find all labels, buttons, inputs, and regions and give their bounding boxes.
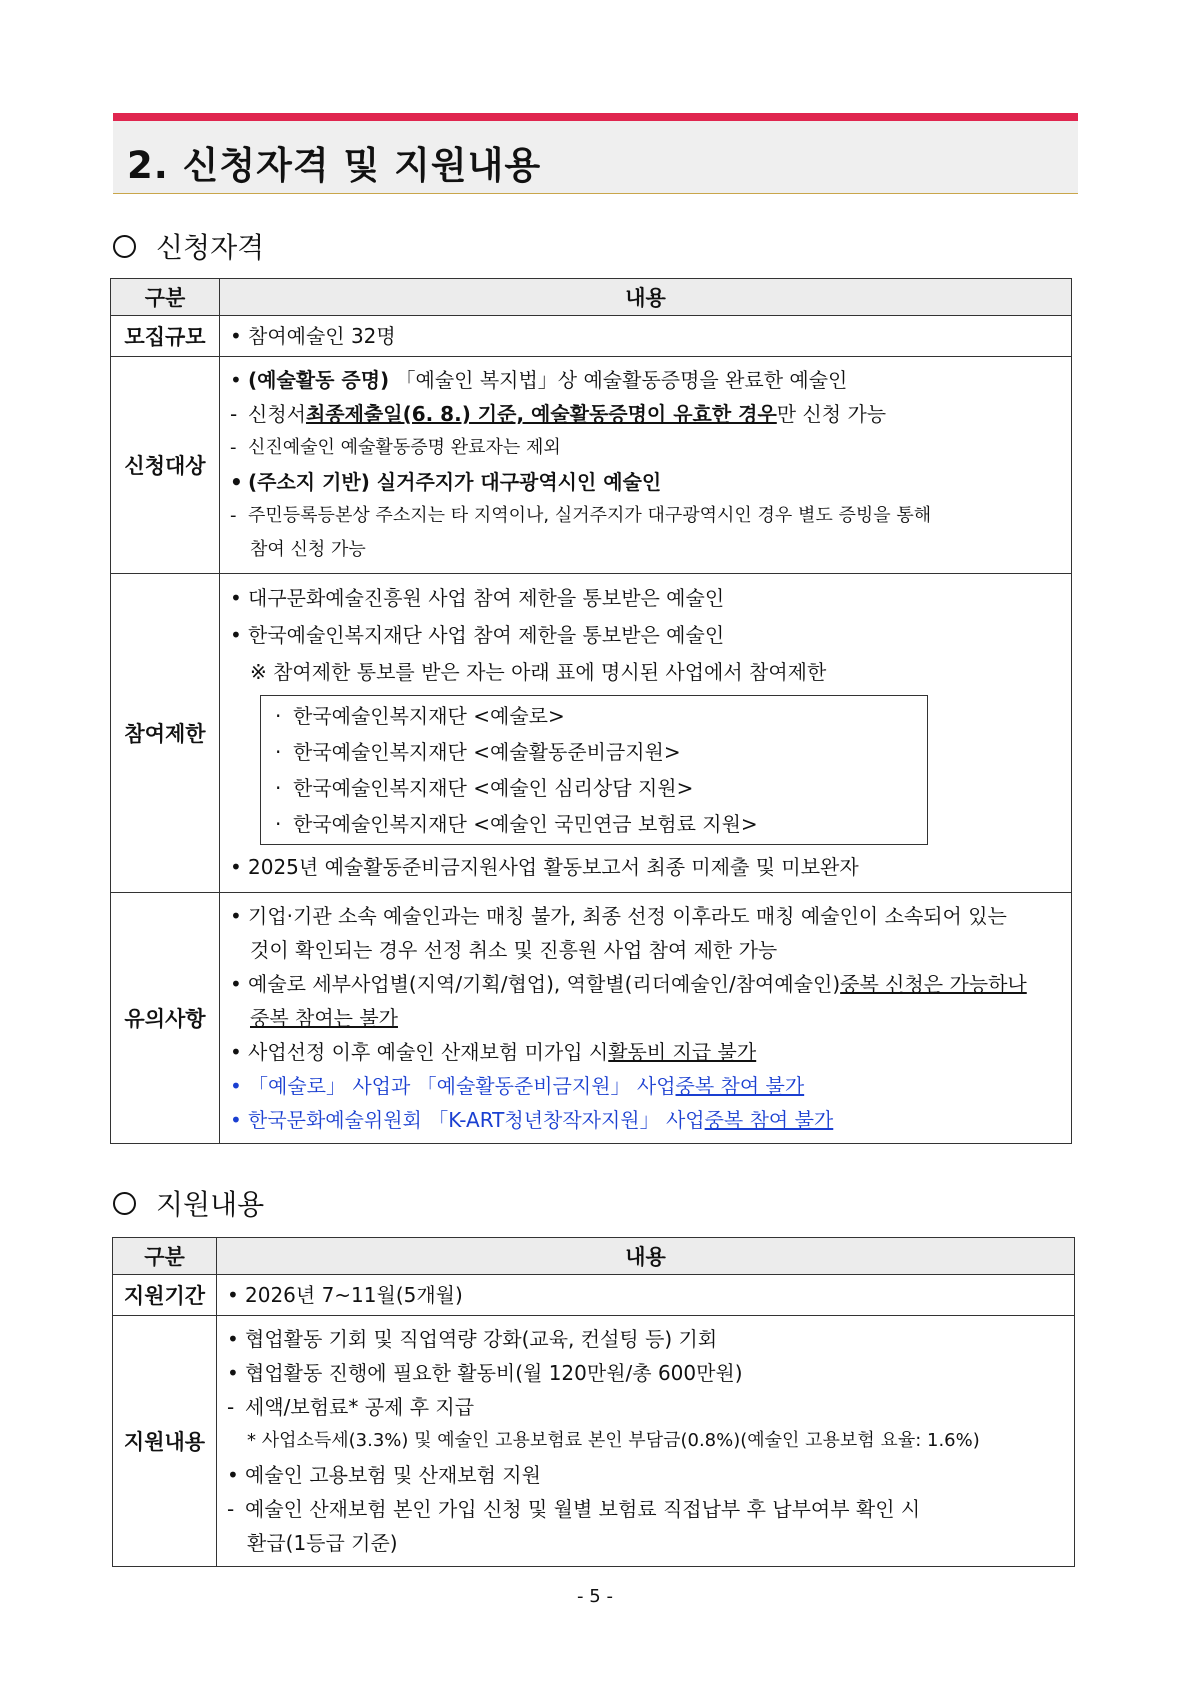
section-heading-support: 지원내용	[113, 1183, 264, 1223]
section-heading-eligibility: 신청자격	[113, 226, 264, 266]
page-title: 2. 신청자격 및 지원내용	[127, 144, 542, 187]
support-table	[112, 1237, 1075, 1567]
list-item: 한국예술인복지재단 <예술로>	[293, 704, 565, 728]
table-row-content: 지원내용 • 협업활동 기회 및 직업역량 강화(교육, 컨설팅 등) 기회 • 협업활동 진행에 필요한 활동비(월 120만원/총 600만원) - 세액/보험료* 공제 후 지급 * 사업소득세(3.3%) 및 예술인 고용보험료 본인 부담금(0.8%)(예술인 고용보험 요율: 1.6%) • 예술인 고용보험 및 산재보험 지원 - 예술인 산재보험 본인 가입 신청 및 월별 보험료 직접납부 후 납부여부 확인 시 환급(1등급 기준)	[113, 1316, 1075, 1567]
list-item: 한국예술인복지재단 <예술인 심리상담 지원>	[293, 776, 694, 800]
eligibility-table	[110, 278, 1072, 1144]
row-label: 유의사항	[111, 893, 220, 1144]
table-header-row	[111, 279, 1072, 316]
header-content: 내용	[217, 1238, 1075, 1275]
row-label: 지원내용	[113, 1316, 217, 1567]
header-category: 구분	[113, 1238, 217, 1275]
header-content: 내용	[220, 279, 1072, 316]
circle-bullet-icon	[113, 1192, 136, 1215]
circle-bullet-icon	[113, 235, 136, 258]
table-row-period: 지원기간 • 2026년 7~11월(5개월)	[113, 1275, 1075, 1316]
row-label: 지원기간	[113, 1275, 217, 1316]
row-label: 참여제한	[111, 574, 220, 893]
table-row-recruit: 모집규모 • 참여예술인 32명	[111, 316, 1072, 357]
table-row-notes: 유의사항 • 기업·기관 소속 예술인과는 매칭 불가, 최종 선정 이후라도 매칭 예술인이 소속되어 있는 것이 확인되는 경우 선정 취소 및 진흥원 사업 참여 제한 가능 • 예술로 세부사업별(지역/기획/협업), 역할별(리더예술인/참여예술인) 중복 신청은 가능하나 중복 참여는 불가 • 사업선정 이후 예술인 산재보험 미가입 시 활동비 지급 불가 • 「예술로」 사업과 「예술활동준비금지원」 사업 중복 참여 불가 • 한국문화예술위원회 「K-ART청년창작자지원」 사업 중복 참여 불가	[111, 893, 1072, 1144]
section-title-bar	[113, 113, 1078, 194]
row-label: 신청대상	[111, 357, 220, 574]
table-row-restrict: 참여제한 • 대구문화예술진흥원 사업 참여 제한을 통보받은 예술인 • 한국예술인복지재단 사업 참여 제한을 통보받은 예술인 ※ 참여제한 통보를 받은 자는 아래 표에 명시된 사업에서 참여제한 · 한국예술인복지재단 <예술로> · 한국예술인복지재단 <예술활동준비금지원> · 한국예술인복지재단 <예술인 심리상담 지원> · 한국예술인복지재단 <예술인 국민연금 보험료 지원> • 2025년 예술활동준비금지원사업 활동보고서 최종 미제출 및 미보완자	[111, 574, 1072, 893]
header-category: 구분	[111, 279, 220, 316]
row-label: 모집규모	[111, 316, 220, 357]
period-text: 2026년 7~11월(5개월)	[245, 1283, 463, 1307]
restricted-programs-box: · 한국예술인복지재단 <예술로> · 한국예술인복지재단 <예술활동준비금지원> · 한국예술인복지재단 <예술인 심리상담 지원> · 한국예술인복지재단 <예술인 국민연금 보험료 지원>	[260, 695, 928, 845]
recruit-text: 참여예술인 32명	[248, 324, 396, 348]
list-item: 한국예술인복지재단 <예술활동준비금지원>	[293, 740, 681, 764]
table-row-target: 신청대상 • (예술활동 증명) 「예술인 복지법」상 예술활동증명을 완료한 예술인 - 신청서 최종제출일(6. 8.) 기준, 예술활동증명이 유효한 경우 만 신청 가능 - 신진예술인 예술활동증명 완료자는 제외 • (주소지 기반) 실거주지가 대구광역시인 예술인 - 주민등록등본상 주소지는 타 지역이나, 실거주지가 대구광역시인 경우 별도 증빙을 통해 참여 신청 가능	[111, 357, 1072, 574]
table-header-row	[113, 1238, 1075, 1275]
list-item: 한국예술인복지재단 <예술인 국민연금 보험료 지원>	[293, 812, 758, 836]
page-number: - 5 -	[577, 1586, 613, 1607]
